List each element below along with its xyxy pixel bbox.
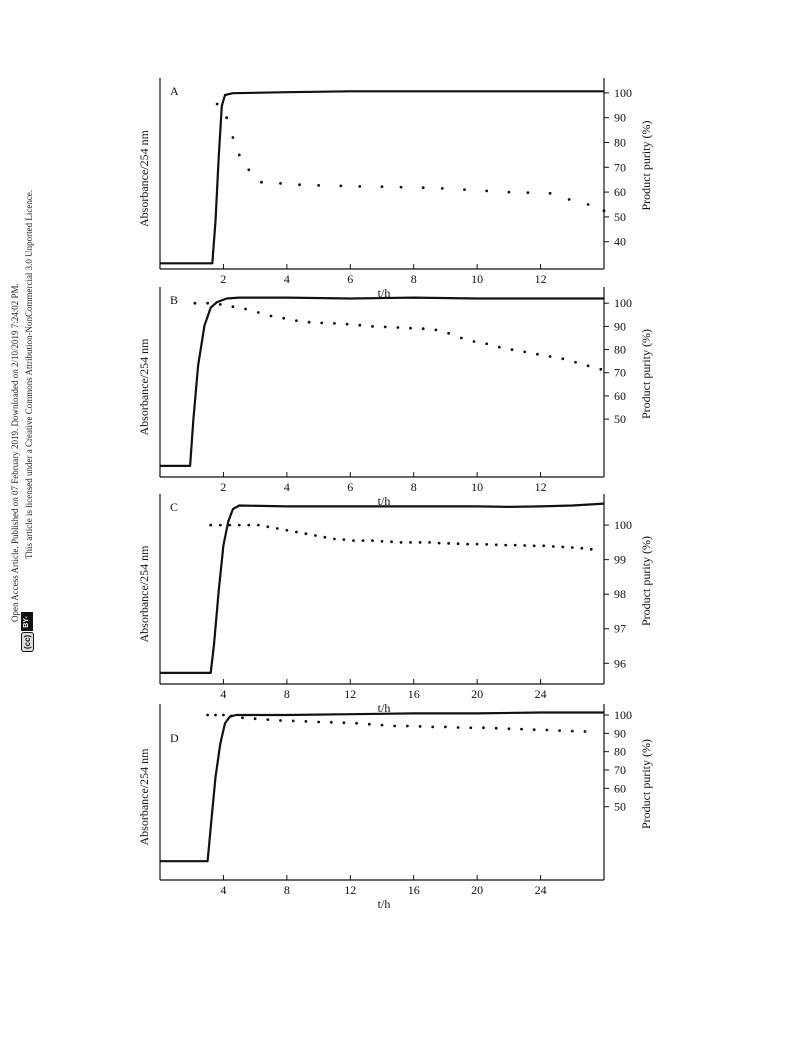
y-right-tick-label: 100 [614, 518, 632, 533]
purity-point [504, 544, 507, 547]
absorbance-line [160, 713, 604, 862]
purity-point [206, 714, 209, 717]
y-right-tick-label: 50 [614, 799, 626, 814]
purity-point [495, 543, 498, 546]
x-tick-label: 16 [407, 687, 420, 701]
panel-label: A [170, 84, 179, 98]
x-axis-label: t/h [377, 494, 391, 508]
purity-point [254, 717, 257, 720]
purity-point [371, 539, 374, 542]
chart-panel-a [137, 78, 653, 300]
purity-point [362, 539, 365, 542]
purity-point [247, 168, 250, 171]
purity-point [511, 348, 514, 351]
y-right-tick-label: 70 [614, 763, 626, 777]
purity-point [542, 544, 545, 547]
purity-point [549, 355, 552, 358]
purity-point [406, 725, 409, 728]
x-tick-label: 24 [534, 883, 547, 897]
purity-point [463, 188, 466, 191]
x-tick-label: 6 [347, 480, 354, 494]
purity-point [400, 186, 403, 189]
y-right-tick-label: 80 [614, 342, 626, 357]
x-tick-label: 16 [407, 883, 420, 897]
x-tick-label: 12 [534, 480, 547, 494]
purity-point [428, 541, 431, 544]
purity-point [298, 183, 301, 186]
purity-point [358, 185, 361, 188]
purity-point [546, 729, 549, 732]
x-axis-label: t/h [377, 286, 391, 300]
x-tick-label: 8 [410, 480, 417, 494]
purity-point [441, 187, 444, 190]
x-tick-label: 4 [220, 687, 227, 701]
purity-point [381, 724, 384, 727]
purity-point [276, 527, 279, 530]
x-tick-label: 4 [220, 883, 227, 897]
purity-point [355, 722, 358, 725]
cc-icon: (cc) [21, 632, 34, 652]
y-right-axis-label: Product purity (%) [639, 120, 653, 211]
purity-point [333, 322, 336, 325]
y-right-tick-label: 50 [614, 412, 626, 427]
purity-point [214, 714, 217, 717]
purity-point [495, 727, 498, 730]
purity-point [343, 721, 346, 724]
licence-line-1: Open Access Article. Published on 07 February 2019. Downloaded on 2/10/2019 7:24:02 PM. [10, 283, 20, 622]
purity-point [266, 525, 269, 528]
purity-point [473, 340, 476, 343]
purity-point [561, 546, 564, 549]
purity-point [333, 538, 336, 541]
y-left-axis-label: Absorbance/254 nm [137, 130, 151, 227]
purity-point [584, 730, 587, 733]
purity-point [514, 544, 517, 547]
purity-point [460, 337, 463, 340]
purity-point [485, 190, 488, 193]
panel-label: D [170, 731, 179, 745]
purity-point [435, 329, 438, 332]
purity-point [393, 725, 396, 728]
purity-point [397, 326, 400, 329]
purity-point [314, 534, 317, 537]
purity-point [339, 185, 342, 188]
purity-point [216, 103, 219, 106]
purity-point [520, 728, 523, 731]
purity-point [549, 192, 552, 195]
x-tick-label: 2 [220, 480, 227, 494]
panel-label: C [170, 500, 179, 514]
purity-point [457, 726, 460, 729]
purity-point [241, 716, 244, 719]
purity-point [260, 181, 263, 184]
purity-point [317, 184, 320, 187]
purity-point [279, 182, 282, 185]
purity-point [587, 364, 590, 367]
purity-point [225, 116, 228, 119]
purity-point [257, 524, 260, 527]
y-right-tick-label: 90 [614, 726, 626, 741]
purity-point [419, 541, 422, 544]
x-axis-label: t/h [377, 897, 391, 911]
purity-point [580, 547, 583, 550]
purity-point [571, 546, 574, 549]
y-right-tick-label: 90 [614, 110, 626, 125]
purity-point [222, 714, 225, 717]
x-tick-label: 12 [344, 687, 357, 701]
x-axis-label: t/h [377, 701, 391, 715]
purity-point [266, 718, 269, 721]
purity-point [527, 191, 530, 194]
purity-point [230, 715, 233, 718]
purity-point [438, 542, 441, 545]
purity-point [422, 327, 425, 330]
y-right-tick-label: 100 [614, 708, 632, 722]
purity-point [498, 346, 501, 349]
x-tick-label: 8 [410, 272, 417, 286]
x-tick-label: 12 [534, 272, 547, 286]
purity-point [482, 726, 485, 729]
purity-point [381, 185, 384, 188]
purity-point [552, 545, 555, 548]
purity-point [384, 326, 387, 329]
purity-point [343, 538, 346, 541]
y-left-axis-label: Absorbance/254 nm [137, 545, 151, 643]
y-right-tick-label: 70 [614, 365, 626, 380]
purity-point [447, 542, 450, 545]
purity-point [536, 353, 539, 356]
purity-point [466, 543, 469, 546]
x-tick-label: 12 [344, 883, 357, 897]
purity-point [444, 726, 447, 729]
purity-point [558, 729, 561, 732]
x-tick-label: 6 [347, 272, 354, 286]
x-tick-label: 24 [534, 687, 547, 701]
x-tick-label: 8 [283, 687, 290, 701]
y-right-tick-label: 60 [614, 185, 626, 200]
purity-point [381, 540, 384, 543]
y-right-tick-label: 80 [614, 744, 626, 759]
purity-point [358, 324, 361, 327]
purity-point [244, 308, 247, 311]
x-tick-label: 4 [283, 480, 290, 494]
purity-point [317, 721, 320, 724]
purity-point [371, 325, 374, 328]
purity-point [232, 136, 235, 139]
chart-panel-d [137, 704, 653, 911]
chart-panel-b [137, 287, 653, 508]
purity-point [533, 728, 536, 731]
purity-point [330, 721, 333, 724]
purity-point [286, 529, 289, 532]
purity-point [346, 323, 349, 326]
y-right-tick-label: 60 [614, 388, 626, 403]
purity-point [352, 539, 355, 542]
purity-point [282, 317, 285, 320]
purity-point [508, 191, 511, 194]
purity-point [308, 321, 311, 324]
purity-point [447, 332, 450, 335]
purity-point [587, 203, 590, 206]
purity-point [228, 524, 231, 527]
x-tick-label: 20 [471, 687, 484, 701]
purity-point [295, 319, 298, 322]
y-right-tick-label: 99 [614, 552, 626, 567]
purity-point [599, 368, 602, 371]
purity-point [320, 322, 323, 325]
purity-point [270, 315, 273, 318]
y-right-tick-label: 60 [614, 781, 626, 796]
x-tick-label: 10 [471, 272, 484, 286]
purity-point [194, 302, 197, 305]
purity-point [279, 719, 282, 722]
purity-point [533, 544, 536, 547]
purity-point [561, 357, 564, 360]
purity-point [508, 727, 511, 730]
y-right-tick-label: 100 [614, 85, 632, 100]
purity-point [571, 730, 574, 733]
purity-point [257, 311, 260, 314]
purity-point [324, 536, 327, 539]
x-tick-label: 2 [220, 272, 227, 286]
purity-point [409, 541, 412, 544]
y-right-tick-label: 96 [614, 656, 626, 671]
purity-point [209, 524, 212, 527]
purity-point [390, 540, 393, 543]
purity-point [431, 726, 434, 729]
y-right-tick-label: 50 [614, 209, 626, 224]
y-right-tick-label: 90 [614, 319, 626, 334]
purity-point [238, 154, 241, 157]
purity-point [568, 198, 571, 201]
purity-point [400, 541, 403, 544]
y-right-axis-label: Product purity (%) [639, 739, 653, 829]
purity-point [422, 186, 425, 189]
purity-point [485, 543, 488, 546]
licence-line-2[interactable]: This article is licensed under a Creative Commons Attribution-NonCommercial 3.0 Unported Licence. [24, 189, 34, 559]
purity-point [247, 524, 250, 527]
y-left-axis-label: Absorbance/254 nm [137, 338, 151, 436]
purity-point [476, 543, 479, 546]
chart-panel-c [137, 494, 653, 715]
purity-point [523, 544, 526, 547]
purity-point [305, 532, 308, 535]
x-tick-label: 10 [471, 480, 484, 494]
purity-point [292, 720, 295, 723]
panel-label: B [170, 293, 179, 307]
y-right-tick-label: 80 [614, 135, 626, 150]
purity-point [590, 548, 593, 551]
purity-point [603, 209, 606, 212]
x-tick-label: 4 [283, 272, 290, 286]
by-nc-label: BY-NC [21, 612, 33, 631]
absorbance-line [160, 298, 604, 466]
purity-point [232, 305, 235, 308]
x-tick-label: 20 [471, 883, 484, 897]
y-right-axis-label: Product purity (%) [639, 329, 653, 419]
purity-point [219, 303, 222, 306]
purity-point [305, 720, 308, 723]
y-right-axis-label: Product purity (%) [639, 536, 653, 626]
y-right-tick-label: 97 [614, 621, 626, 636]
x-tick-label: 8 [283, 883, 290, 897]
purity-point [523, 351, 526, 354]
purity-point [206, 302, 209, 305]
purity-point [457, 542, 460, 545]
purity-point [419, 725, 422, 728]
purity-point [295, 531, 298, 534]
purity-point [485, 342, 488, 345]
y-right-tick-label: 98 [614, 587, 626, 602]
y-right-tick-label: 40 [614, 234, 626, 249]
absorbance-line [160, 504, 604, 673]
purity-point [368, 723, 371, 726]
y-left-axis-label: Absorbance/254 nm [137, 748, 151, 846]
purity-point [469, 726, 472, 729]
purity-point [238, 524, 241, 527]
y-right-tick-label: 70 [614, 160, 626, 175]
y-right-tick-label: 100 [614, 296, 632, 311]
purity-point [409, 327, 412, 330]
purity-point [219, 524, 222, 527]
purity-point [574, 361, 577, 364]
